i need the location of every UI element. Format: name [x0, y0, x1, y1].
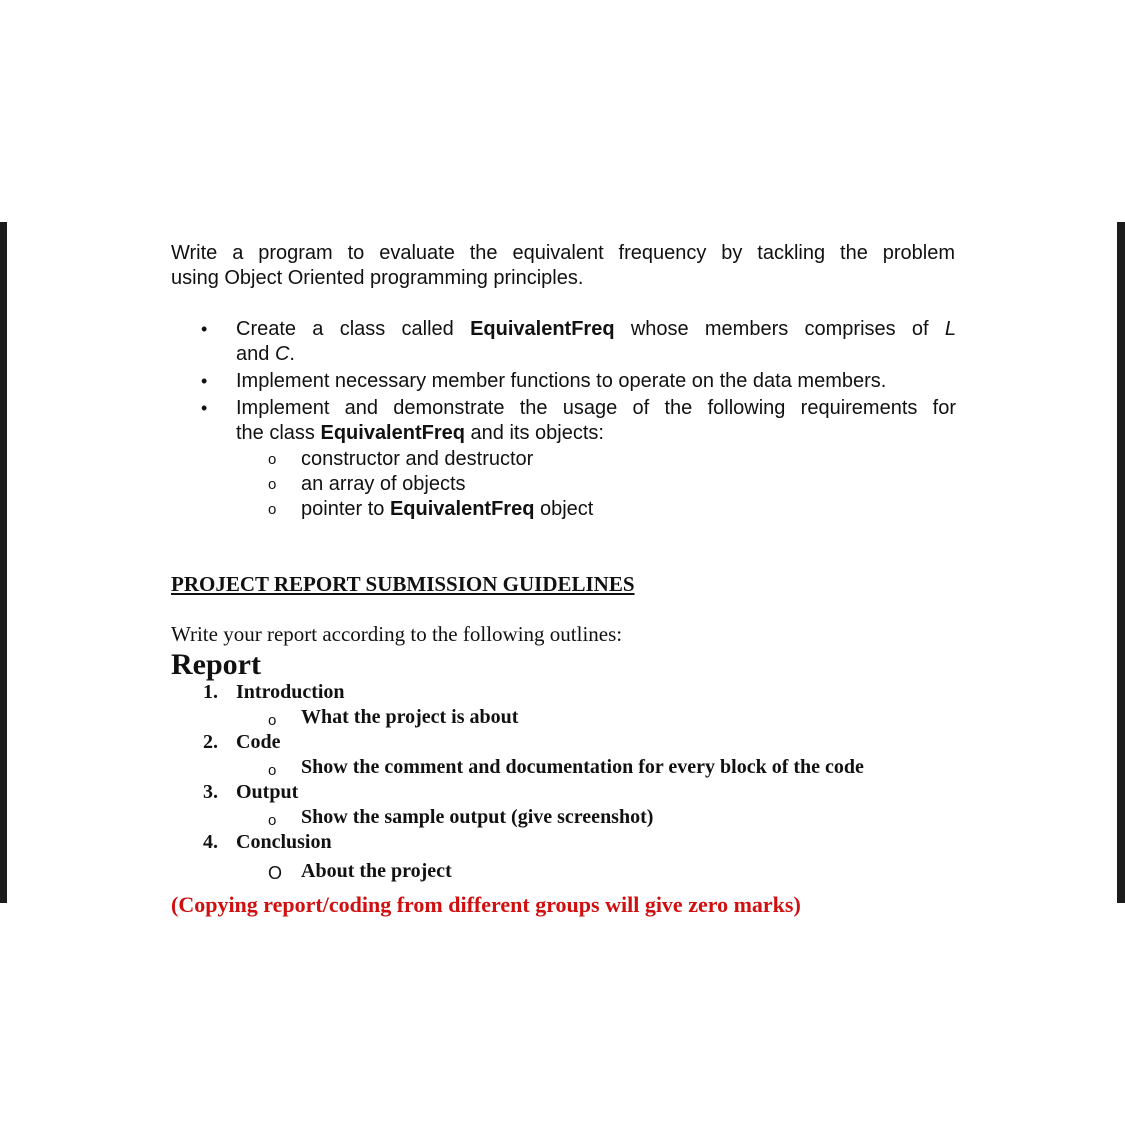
class-name: EquivalentFreq — [320, 422, 465, 444]
bullet-marker: • — [201, 398, 208, 418]
sub-item-3: pointer to EquivalentFreq object — [301, 498, 594, 520]
bullet-item-3: Implement and demonstrate the usage of the following requirements for the class EquivalentFreq and its objects: — [236, 397, 956, 444]
outline-text: Write your report according to the following outlines: — [171, 622, 623, 646]
sub-item-2: an array of objects — [301, 473, 466, 495]
bullet-marker: • — [201, 319, 208, 339]
report-title: Report — [171, 648, 261, 681]
section-number: 2. — [203, 731, 218, 753]
sub-bullet-marker: o — [268, 451, 277, 468]
sub-bullet-marker: O — [268, 863, 283, 883]
intro-line-2: using Object Oriented programming principles. — [171, 267, 584, 289]
section-sub-item: Show the sample output (give screenshot) — [301, 806, 654, 828]
section-title-conclusion: Conclusion — [236, 831, 332, 853]
sub-bullet-marker: o — [268, 812, 277, 829]
bullet-item-1: Create a class called EquivalentFreq whose members comprises of L and C. — [236, 318, 956, 365]
bullet-marker: • — [201, 371, 208, 391]
sub-bullet-marker: o — [268, 712, 277, 729]
intro-paragraph — [171, 241, 955, 291]
guidelines-heading: PROJECT REPORT SUBMISSION GUIDELINES — [171, 572, 635, 596]
intro-line-1: Write a program to evaluate the equivalent frequency by tackling the problem — [171, 242, 955, 264]
section-number: 4. — [203, 831, 218, 853]
bullet-item-2: Implement necessary member functions to operate on the data members. — [236, 370, 887, 392]
sub-bullet-marker: o — [268, 762, 277, 779]
section-sub-item: What the project is about — [301, 706, 519, 728]
section-number: 1. — [203, 681, 218, 703]
class-name: EquivalentFreq — [470, 318, 615, 340]
sub-bullet-marker: o — [268, 476, 277, 493]
warning-text: (Copying report/coding from different groups will give zero marks) — [171, 892, 801, 917]
section-title-introduction: Introduction — [236, 681, 345, 703]
document-page — [0, 222, 1125, 917]
sub-item-1: constructor and destructor — [301, 448, 534, 470]
right-border — [1117, 222, 1125, 903]
section-number: 3. — [203, 781, 218, 803]
section-sub-item: About the project — [301, 860, 452, 882]
left-border — [0, 222, 7, 903]
section-sub-item: Show the comment and documentation for every block of the code — [301, 756, 864, 778]
section-title-output: Output — [236, 781, 299, 803]
cutoff-warning-line — [171, 888, 936, 917]
sub-bullet-marker: o — [268, 501, 277, 518]
section-title-code: Code — [236, 731, 281, 753]
